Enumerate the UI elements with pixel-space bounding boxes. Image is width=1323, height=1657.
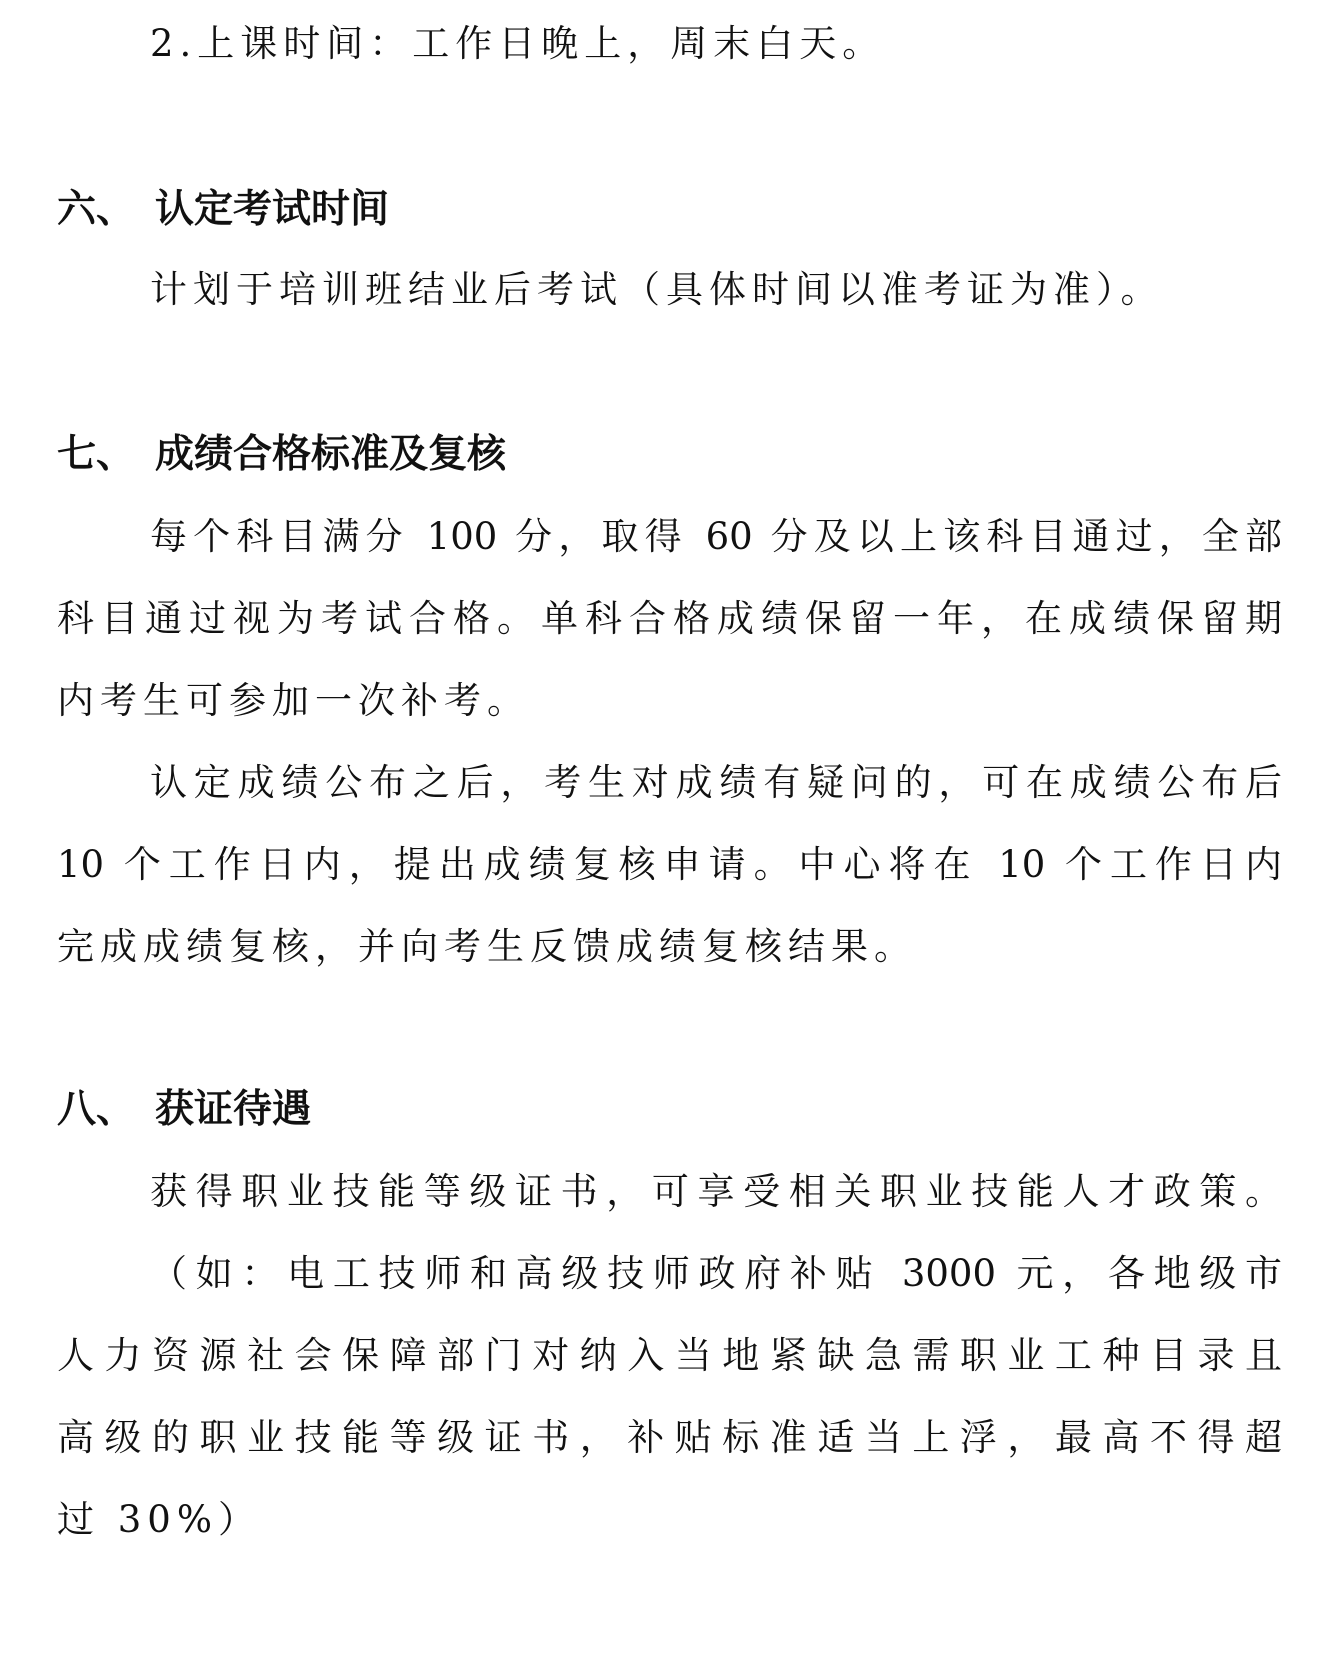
section-7-para1-line3: 内考生可参加一次补考。: [57, 679, 530, 722]
section-7-para2-line3: 完成成绩复核，并向考生反馈成绩复核结果。: [57, 925, 917, 968]
section-8-heading: [57, 1080, 1282, 1140]
section-7-number: 七、: [57, 432, 136, 477]
section-7-para2-line1: 认定成绩公布之后，考生对成绩有疑问的，可在成绩公布后: [150, 761, 1282, 804]
section-7-heading: [57, 425, 1282, 485]
section-7-title: 成绩合格标准及复核: [155, 432, 507, 477]
section-8-number: 八、: [57, 1087, 136, 1132]
section-8-para2-line1: （如：电工技师和高级技师政府补贴 3000 元，各地级市: [150, 1252, 1282, 1295]
section-8-para2-line2: 人力资源社会保障部门对纳入当地紧缺急需职业工种目录且: [57, 1334, 1282, 1377]
section-7-para1-line2: 科目通过视为考试合格。单科合格成绩保留一年，在成绩保留期: [57, 597, 1282, 640]
section-8-para1: 获得职业技能等级证书，可享受相关职业技能人才政策。: [150, 1170, 1282, 1213]
section-6-title: 认定考试时间: [155, 187, 390, 232]
section-8-para2-line4: 过 30%）: [57, 1498, 261, 1541]
section-7-para1-line1: 每个科目满分 100 分，取得 60 分及以上该科目通过，全部: [150, 515, 1282, 558]
section-6-body: 计划于培训班结业后考试（具体时间以准考证为准）。: [150, 268, 1164, 311]
section-6-heading: [57, 180, 1282, 240]
section-8-title: 获证待遇: [155, 1087, 312, 1132]
section-7-para2-line2: 10 个工作日内，提出成绩复核申请。中心将在 10 个工作日内: [57, 843, 1282, 886]
course-time-line: 2.上课时间：工作日晚上，周末白天。: [150, 22, 886, 65]
section-8-para2-line3: 高级的职业技能等级证书，补贴标准适当上浮，最高不得超: [57, 1416, 1282, 1459]
section-6-number: 六、: [57, 187, 136, 232]
